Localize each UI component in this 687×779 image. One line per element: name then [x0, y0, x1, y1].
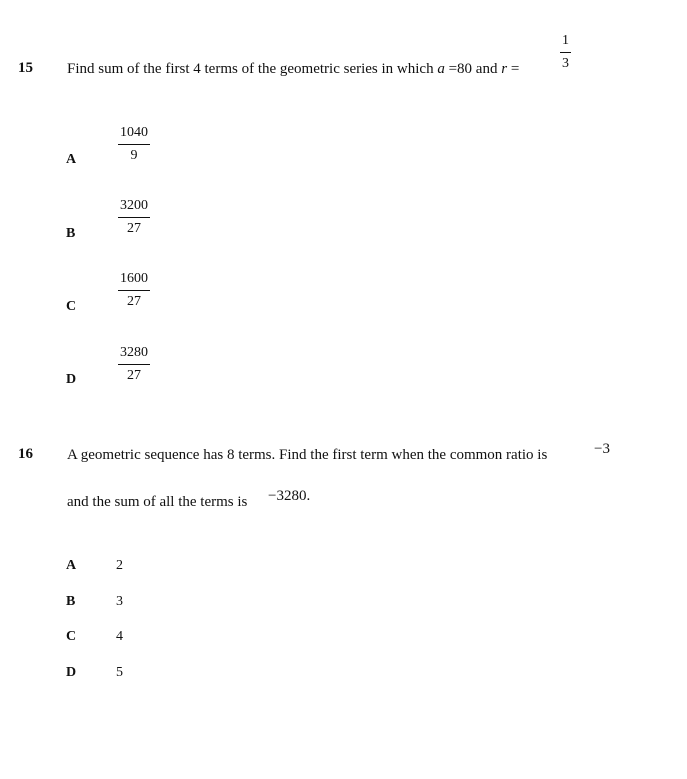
q15-option-b-letter[interactable]: B: [66, 226, 76, 241]
q16-option-c-value: 4: [116, 629, 123, 644]
q15-option-c-fraction: [118, 271, 150, 310]
q16-option-a-letter[interactable]: A: [66, 558, 77, 573]
q15-var-r: r: [501, 61, 508, 77]
q16-option-c-letter[interactable]: C: [66, 629, 77, 644]
q15-option-a-num: 1040: [118, 125, 150, 145]
q15-r-denominator: 3: [562, 56, 569, 71]
q16-option-a-value: 2: [116, 558, 123, 573]
q16-line2: and the sum of all the terms is: [67, 494, 248, 510]
q15-option-b-num: 3200: [118, 198, 150, 218]
q15-number: 15: [18, 60, 33, 76]
q15-a-value: =80 and: [444, 61, 502, 77]
q15-option-d-letter[interactable]: D: [66, 372, 77, 387]
q15-option-a-den: 9: [130, 148, 138, 163]
q15-option-c-num: 1600: [118, 271, 150, 291]
q15-r-eq: =: [507, 61, 520, 77]
q16-option-d-letter[interactable]: D: [66, 665, 77, 680]
q15-option-d-den: 27: [127, 368, 141, 383]
q15-text-before: Find sum of the first 4 terms of the geometric series in which: [67, 61, 438, 77]
q15-text: [67, 61, 519, 78]
q15-option-b-fraction: [118, 198, 150, 237]
q16-option-d-value: 5: [116, 665, 123, 680]
q15-option-d-fraction: [118, 345, 150, 384]
q16-ratio: −3: [594, 441, 610, 457]
q15-option-c-den: 27: [127, 294, 141, 309]
q15-r-fraction: [560, 33, 571, 72]
q15-option-d-num: 3280: [118, 345, 150, 365]
q15-option-a-fraction: [118, 125, 150, 164]
q16-option-b-letter[interactable]: B: [66, 594, 76, 609]
q16-line1: A geometric sequence has 8 terms. Find the first term when the common ratio is: [67, 447, 548, 463]
q15-option-a-letter[interactable]: A: [66, 152, 77, 167]
q16-number: 16: [18, 446, 33, 462]
q15-option-c-letter[interactable]: C: [66, 299, 77, 314]
q16-sum-value: −3280.: [268, 488, 311, 504]
q15-r-numerator: 1: [560, 33, 571, 53]
q15-var-a: a: [437, 61, 445, 77]
q15-option-b-den: 27: [127, 221, 141, 236]
q16-option-b-value: 3: [116, 594, 123, 609]
